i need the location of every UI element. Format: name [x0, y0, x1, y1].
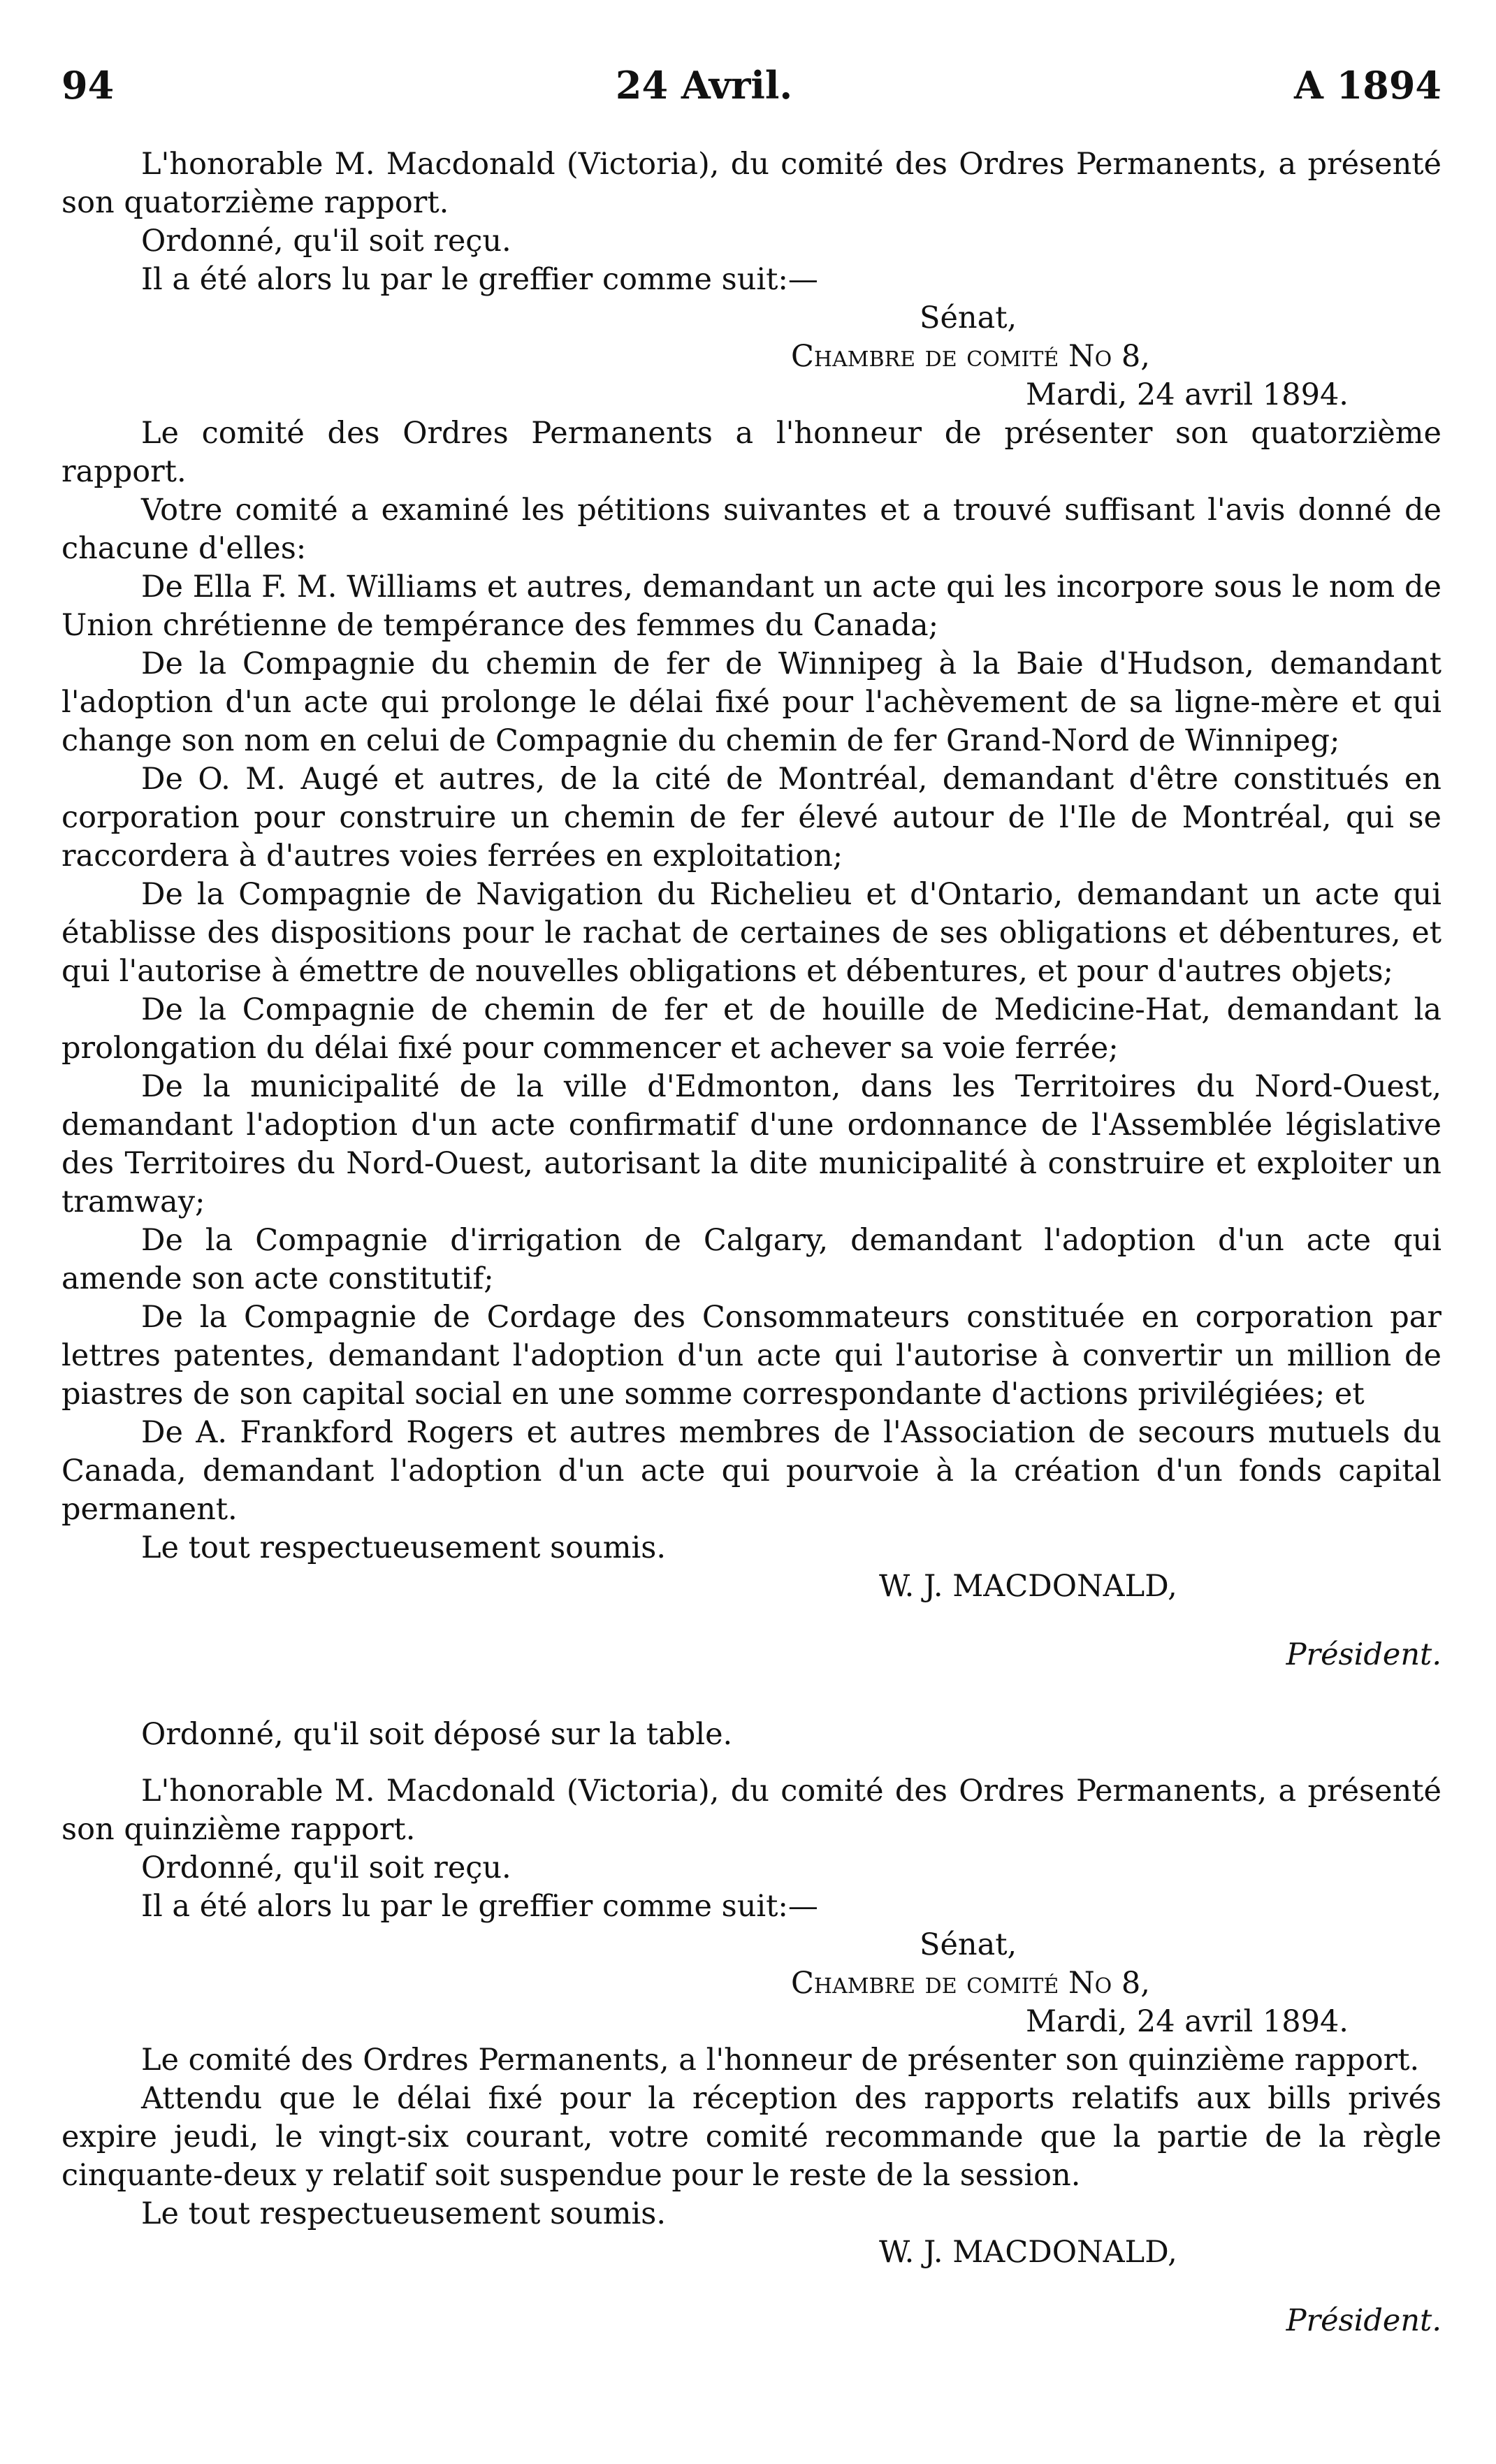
- petition-item: De la Compagnie du chemin de fer de Winnipeg à la Baie d'Hudson, demandant l'adoption d'un acte qui prolonge le délai fixé pour l'achèvement de sa ligne-mère et qui change son nom en celui de Compagnie du chemin de fer Grand-Nord de Winnipeg;: [61, 646, 1441, 758]
- report14-signature: W. J. MACDONALD,: [879, 1569, 1177, 1604]
- report-fifteen: [61, 1772, 1441, 2340]
- report14-read: Il a été alors lu par le greffier comme suit:—: [141, 262, 818, 297]
- report15-signature: W. J. MACDONALD,: [879, 2235, 1177, 2270]
- report14-intro: L'honorable M. Macdonald (Victoria), du comité des Ordres Permanents, a présenté son quatorzième rapport.: [61, 147, 1441, 220]
- petition-item: De Ella F. M. Williams et autres, demandant un acte qui les incorpore sous le nom de Union chrétienne de tempérance des femmes du Canada;: [61, 570, 1441, 643]
- petition-item: De la Compagnie d'irrigation de Calgary, demandant l'adoption d'un acte qui amende son acte constitutif;: [61, 1223, 1441, 1296]
- report14-deposited: Ordonné, qu'il soit déposé sur la table.: [141, 1717, 733, 1752]
- petition-item: De A. Frankford Rogers et autres membres de l'Association de secours mutuels du Canada, demandant l'adoption d'un acte qui pourvoie à la création d'un fonds capital permanent.: [61, 1415, 1441, 1527]
- petition-item: De la Compagnie de Navigation du Richelieu et d'Ontario, demandant un acte qui établisse des dispositions pour le rachat de certaines de ses obligations et débentures, et qui l'autorise à émettre de nouvelles obligations et débentures, et pour d'autres objets;: [61, 877, 1441, 989]
- page-header: [61, 63, 1441, 108]
- report15-body: Attendu que le délai fixé pour la réception des rapports relatifs aux bills privés expire jeudi, le vingt-six courant, votre comité recommande que la partie de la règle cinquante-deux y relatif soit suspendue pour le reste de la session.: [61, 2081, 1441, 2193]
- petition-item: De la Compagnie de Cordage des Consommateurs constituée en corporation par lettres patentes, demandant l'adoption d'un acte qui l'autorise à convertir un million de piastres de son capital social en une somme correspondante d'actions privilégiées; et: [61, 1300, 1441, 1412]
- report14-examined: Votre comité a examiné les pétitions suivantes et a trouvé suffisant l'avis donné de chacune d'elles:: [61, 493, 1441, 566]
- report15-ordered: Ordonné, qu'il soit reçu.: [141, 1850, 511, 1885]
- page: [61, 63, 1441, 2370]
- report15-title: Président.: [1286, 2303, 1441, 2338]
- report15-senate: Sénat,: [920, 1927, 1017, 1962]
- petition-item: De la Compagnie de chemin de fer et de houille de Medicine-Hat, demandant la prolongation du délai fixé pour commencer et achever sa voie ferrée;: [61, 992, 1441, 1066]
- page-number: 94: [61, 63, 115, 108]
- report15-intro: L'honorable M. Macdonald (Victoria), du comité des Ordres Permanents, a présenté son quinzième rapport.: [61, 1774, 1441, 1847]
- report14-opening: Le comité des Ordres Permanents a l'honneur de présenter son quatorzième rapport.: [61, 416, 1441, 489]
- report15-opening: Le comité des Ordres Permanents, a l'honneur de présenter son quinzième rapport.: [141, 2043, 1420, 2078]
- report14-title: Président.: [1286, 1637, 1441, 1672]
- report14-closing: Le tout respectueusement soumis.: [141, 1530, 667, 1565]
- report15-chamber: Chambre de comité No 8,: [791, 1966, 1150, 2001]
- report15-read: Il a été alors lu par le greffier comme suit:—: [141, 1889, 818, 1924]
- header-year: A 1894: [1294, 63, 1441, 108]
- report15-closing: Le tout respectueusement soumis.: [141, 2196, 667, 2231]
- petition-item: De O. M. Augé et autres, de la cité de Montréal, demandant d'être constitués en corporation pour construire un chemin de fer élevé autour de l'Ile de Montréal, qui se raccordera à d'autres voies ferrées en exploitation;: [61, 762, 1441, 874]
- report14-date: Mardi, 24 avril 1894.: [1026, 377, 1349, 412]
- report14-senate: Sénat,: [920, 300, 1017, 335]
- petition-item: De la municipalité de la ville d'Edmonton, dans les Territoires du Nord-Ouest, demandant l'adoption d'un acte confirmatif d'une ordonnance de l'Assemblée législative des Territoires du Nord-Ouest, autorisant la dite municipalité à construire et exploiter un tramway;: [61, 1069, 1441, 1219]
- report15-date: Mardi, 24 avril 1894.: [1026, 2004, 1349, 2039]
- report-fourteen: [61, 145, 1441, 1754]
- report14-ordered: Ordonné, qu'il soit reçu.: [141, 224, 511, 259]
- header-date: 24 Avril.: [615, 63, 793, 108]
- report14-chamber: Chambre de comité No 8,: [791, 339, 1150, 374]
